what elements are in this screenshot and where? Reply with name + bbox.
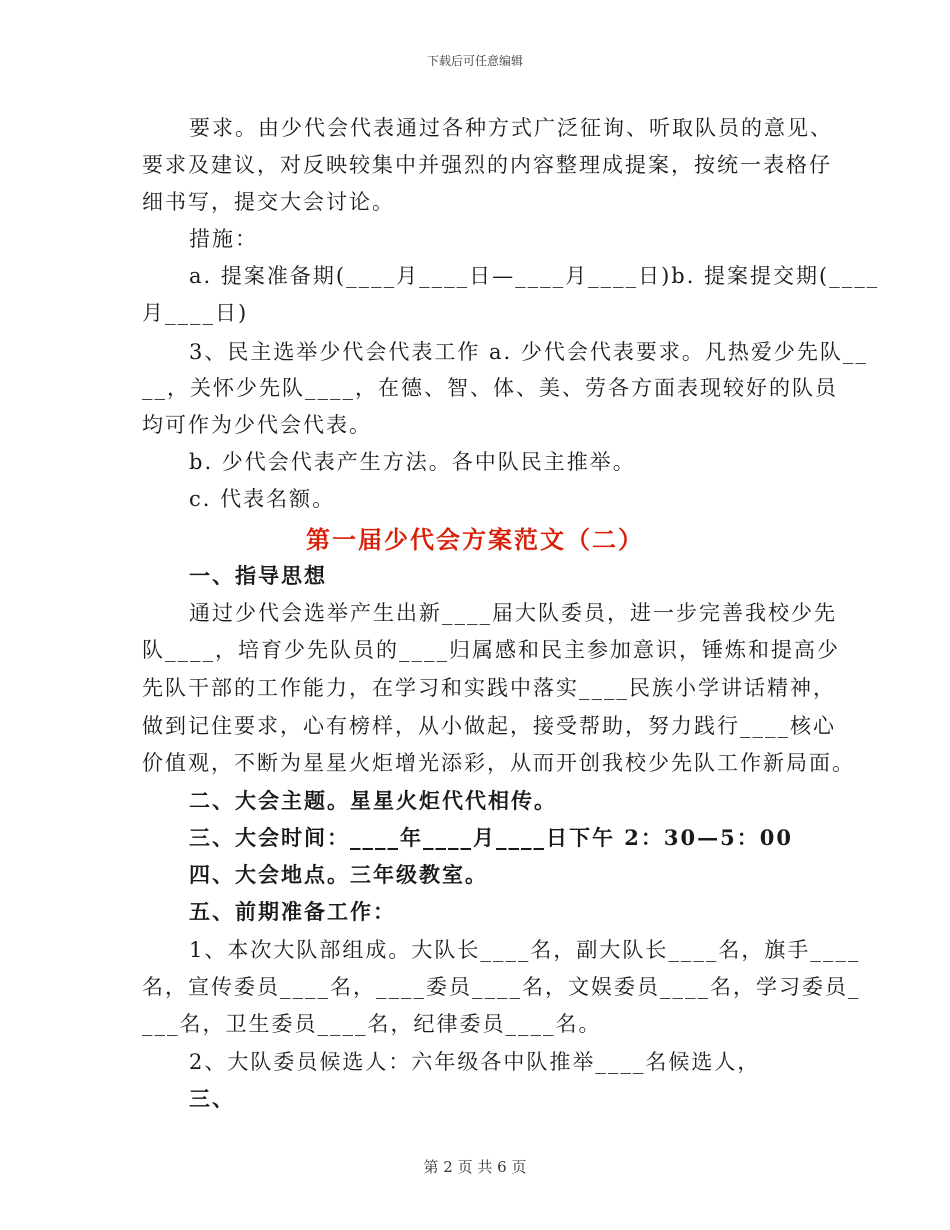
section-heading: 二、大会主题。星星火炬代代相传。 (189, 788, 557, 813)
page-footer: 第 2 页 共 6 页 (423, 1158, 527, 1176)
paragraph-line: 要求及建议，对反映较集中并强烈的内容整理成提案，按统一表格仔 (142, 153, 832, 177)
paragraph-line: 要求。由少代会代表通过各种方式广泛征询、听取队员的意见、 (189, 116, 833, 140)
paragraph-line: 细书写，提交大会讨论。 (142, 190, 395, 214)
paragraph-line: 均可作为少代会代表。 (142, 413, 372, 437)
section-heading: 三、 (189, 1086, 235, 1111)
paragraph-line: 名，宣传委员____名，____委员____名，文娱委员____名，学习委员_ (142, 975, 861, 999)
paragraph-line: 月____日) (142, 301, 249, 325)
paragraph-line: 1、本次大队部组成。大队长____名，副大队长____名，旗手____ (189, 938, 861, 962)
section-heading: 五、前期准备工作： (189, 899, 396, 924)
section-heading: 四、大会地点。三年级教室。 (189, 862, 488, 887)
section-heading: 一、指导思想 (189, 563, 327, 588)
paragraph-line: 队____，培育少先队员的____归属感和民主参加意识，锤炼和提高少 (142, 638, 840, 662)
paragraph-line: ___名，卫生委员____名，纪律委员____名。 (142, 1012, 602, 1036)
paragraph-line: b. 少代会代表产生方法。各中队民主推举。 (189, 450, 636, 474)
paragraph-line: 做到记住要求，心有榜样，从小做起，接受帮助，努力践行____核心 (142, 714, 836, 738)
paragraph-line: c. 代表名额。 (189, 487, 336, 511)
paragraph-line: 价值观，不断为星星火炬增光添彩，从而开创我校少先队工作新局面。 (142, 751, 855, 775)
paragraph-line: a. 提案准备期(____月____日—____月____日)b. 提案提交期(____ (189, 264, 880, 288)
paragraph-line: 通过少代会选举产生出新____届大队委员，进一步完善我校少先 (189, 601, 837, 625)
section-title: 第一届少代会方案范文（二） (306, 525, 644, 554)
paragraph-line: 2、大队委员候选人：六年级各中队推举____名候选人， (189, 1050, 761, 1074)
page-header: 下载后可任意编辑 (426, 54, 523, 68)
paragraph-line: 措施： (189, 227, 258, 251)
paragraph-line: 先队干部的工作能力，在学习和实践中落实____民族小学讲话精神， (142, 676, 836, 700)
section-heading: 三、大会时间：____年____月____日下午 2：30—5：00 (189, 825, 793, 850)
paragraph-line: __，关怀少先队____，在德、智、体、美、劳各方面表现较好的队员 (142, 376, 838, 400)
paragraph-line: 3、民主选举少代会代表工作 a. 少代会代表要求。凡热爱少先队__ (189, 340, 868, 364)
